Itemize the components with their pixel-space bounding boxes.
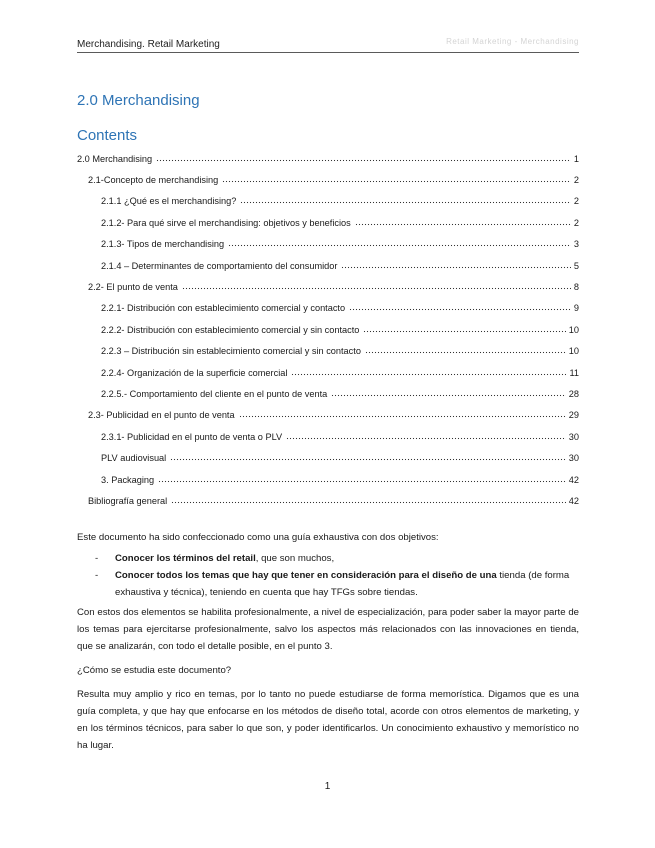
bullet-dash: - bbox=[95, 570, 99, 581]
toc-entry-page: 8 bbox=[573, 282, 579, 293]
toc-entry[interactable] bbox=[77, 405, 579, 426]
toc-entry[interactable] bbox=[77, 447, 579, 468]
toc-dot-leader bbox=[291, 369, 566, 377]
toc-entry-page: 42 bbox=[568, 495, 579, 506]
toc-dot-leader bbox=[355, 219, 571, 227]
toc-entry-title: 2.1.3- Tipos de merchandising bbox=[101, 239, 225, 250]
toc-entry[interactable] bbox=[77, 490, 579, 511]
toc-entry[interactable] bbox=[77, 212, 579, 233]
toc-entry[interactable] bbox=[77, 319, 579, 340]
toc-entry[interactable] bbox=[77, 426, 579, 447]
toc-entry-title: 2.1.4 – Determinantes de comportamiento del consumidor bbox=[101, 260, 338, 271]
toc-entry[interactable] bbox=[77, 383, 579, 404]
toc-entry[interactable] bbox=[77, 469, 579, 490]
toc-dot-leader bbox=[170, 454, 566, 462]
toc-dot-leader bbox=[228, 240, 571, 248]
bullet-bold-text: Conocer los términos del retail bbox=[115, 553, 256, 564]
toc-entry-title: 2.2.2- Distribución con establecimiento comercial y sin contacto bbox=[101, 324, 360, 335]
paragraph-specialization: Con estos dos elementos se habilita profesionalmente, a nivel de especialización, para poder saber la mayor parte de los temas para ejercitarse profesionalmente, salvo los aspectos más relacionados con las innovaciones en tienda, que se analizarán, con todo el detalle posible, en el punto 3. bbox=[77, 607, 579, 652]
toc-entry[interactable] bbox=[77, 255, 579, 276]
toc-entry-title: 3. Packaging bbox=[101, 474, 155, 485]
toc-dot-leader bbox=[286, 433, 566, 441]
contents-heading: Contents bbox=[77, 127, 138, 144]
toc-dot-leader bbox=[363, 326, 565, 334]
study-question: ¿Cómo se estudia este documento? bbox=[77, 665, 232, 676]
toc-entry-page: 30 bbox=[568, 431, 579, 442]
toc-dot-leader bbox=[222, 176, 571, 184]
toc-entry[interactable] bbox=[77, 148, 579, 169]
toc-entry[interactable] bbox=[77, 362, 579, 383]
bullet-text: tienda (de forma exhaustiva y técnica), teniendo en cuenta que hay TFGs sobre tiendas. bbox=[115, 570, 570, 598]
toc-entry[interactable] bbox=[77, 341, 579, 362]
toc-entry-page: 9 bbox=[573, 303, 579, 314]
toc-entry-title: 2.2.1- Distribución con establecimiento comercial y contacto bbox=[101, 303, 346, 314]
toc-entry-page: 3 bbox=[573, 239, 579, 250]
toc-entry-title: 2.1.2- Para qué sirve el merchandising: objetivos y beneficios bbox=[101, 217, 351, 228]
intro-paragraph: Este documento ha sido confeccionado como una guía exhaustiva con dos objetivos: bbox=[77, 532, 439, 543]
page-header bbox=[77, 36, 579, 53]
toc-entry-title: 2.2- El punto de venta bbox=[88, 282, 178, 293]
toc-dot-leader bbox=[156, 155, 571, 163]
toc-entry-title: 2.2.5.- Comportamiento del cliente en el punto de venta bbox=[101, 388, 328, 399]
toc-entry[interactable] bbox=[77, 234, 579, 255]
toc-entry-title: 2.2.4- Organización de la superficie comercial bbox=[101, 367, 288, 378]
header-faded-title: Retail Marketing - Merchandising bbox=[446, 37, 579, 46]
section-heading: 2.0 Merchandising bbox=[77, 92, 200, 109]
toc-entry-title: 2.1-Concepto de merchandising bbox=[88, 175, 219, 186]
toc-entry-page: 10 bbox=[568, 324, 579, 335]
toc-dot-leader bbox=[182, 283, 571, 291]
toc-entry-title: 2.2.3 – Distribución sin establecimiento comercial y sin contacto bbox=[101, 346, 361, 357]
toc-entry[interactable] bbox=[77, 276, 579, 297]
toc-entry-page: 5 bbox=[573, 260, 579, 271]
toc-dot-leader bbox=[349, 304, 571, 312]
page-number: 1 bbox=[324, 781, 331, 792]
toc-entry-page: 42 bbox=[568, 474, 579, 485]
paragraph-study-method: Resulta muy amplio y rico en temas, por lo tanto no puede estudiarse de forma memorística. Digamos que es una guía completa, y que hay que enfocarse en los métodos de diseño total, acorde con otros elementos de marketing, y en los términos técnicos, para saber lo que son, y poder identificarlos. Un conocimiento exhaustivo y memorístico no ha lugar. bbox=[77, 689, 579, 751]
toc-entry-page: 30 bbox=[568, 453, 579, 464]
objectives-list bbox=[77, 550, 579, 601]
toc-entry[interactable] bbox=[77, 169, 579, 190]
toc-entry-page: 28 bbox=[568, 388, 579, 399]
list-item bbox=[77, 550, 579, 567]
toc-entry[interactable] bbox=[77, 298, 579, 319]
toc-dot-leader bbox=[331, 390, 566, 398]
toc-dot-leader bbox=[171, 497, 566, 505]
toc-entry-page: 11 bbox=[569, 367, 579, 378]
toc-dot-leader bbox=[365, 347, 566, 355]
toc-entry-title: 2.3- Publicidad en el punto de venta bbox=[88, 410, 235, 421]
table-of-contents bbox=[77, 148, 579, 512]
toc-entry-title: 2.0 Merchandising bbox=[77, 153, 153, 164]
toc-entry-page: 29 bbox=[568, 410, 579, 421]
toc-dot-leader bbox=[341, 262, 570, 270]
toc-dot-leader bbox=[240, 197, 571, 205]
list-item bbox=[77, 567, 579, 601]
toc-entry-page: 10 bbox=[568, 346, 579, 357]
toc-dot-leader bbox=[239, 411, 566, 419]
toc-entry-page: 2 bbox=[573, 217, 579, 228]
toc-entry-page: 1 bbox=[573, 153, 579, 164]
toc-dot-leader bbox=[158, 476, 566, 484]
toc-entry-page: 2 bbox=[573, 175, 579, 186]
toc-entry-title: 2.3.1- Publicidad en el punto de venta o PLV bbox=[101, 431, 283, 442]
toc-entry-page: 2 bbox=[573, 196, 579, 207]
header-title: Merchandising. Retail Marketing bbox=[77, 39, 220, 50]
toc-entry-title: 2.1.1 ¿Qué es el merchandising? bbox=[101, 196, 237, 207]
bullet-dash: - bbox=[95, 553, 99, 564]
toc-entry[interactable] bbox=[77, 191, 579, 212]
bullet-bold-text: Conocer todos los temas que hay que tener en consideración para el diseño de una bbox=[115, 570, 497, 581]
toc-entry-title: Bibliografía general bbox=[88, 495, 168, 506]
toc-entry-title: PLV audiovisual bbox=[101, 453, 167, 464]
bullet-text: , que son muchos, bbox=[255, 553, 335, 564]
